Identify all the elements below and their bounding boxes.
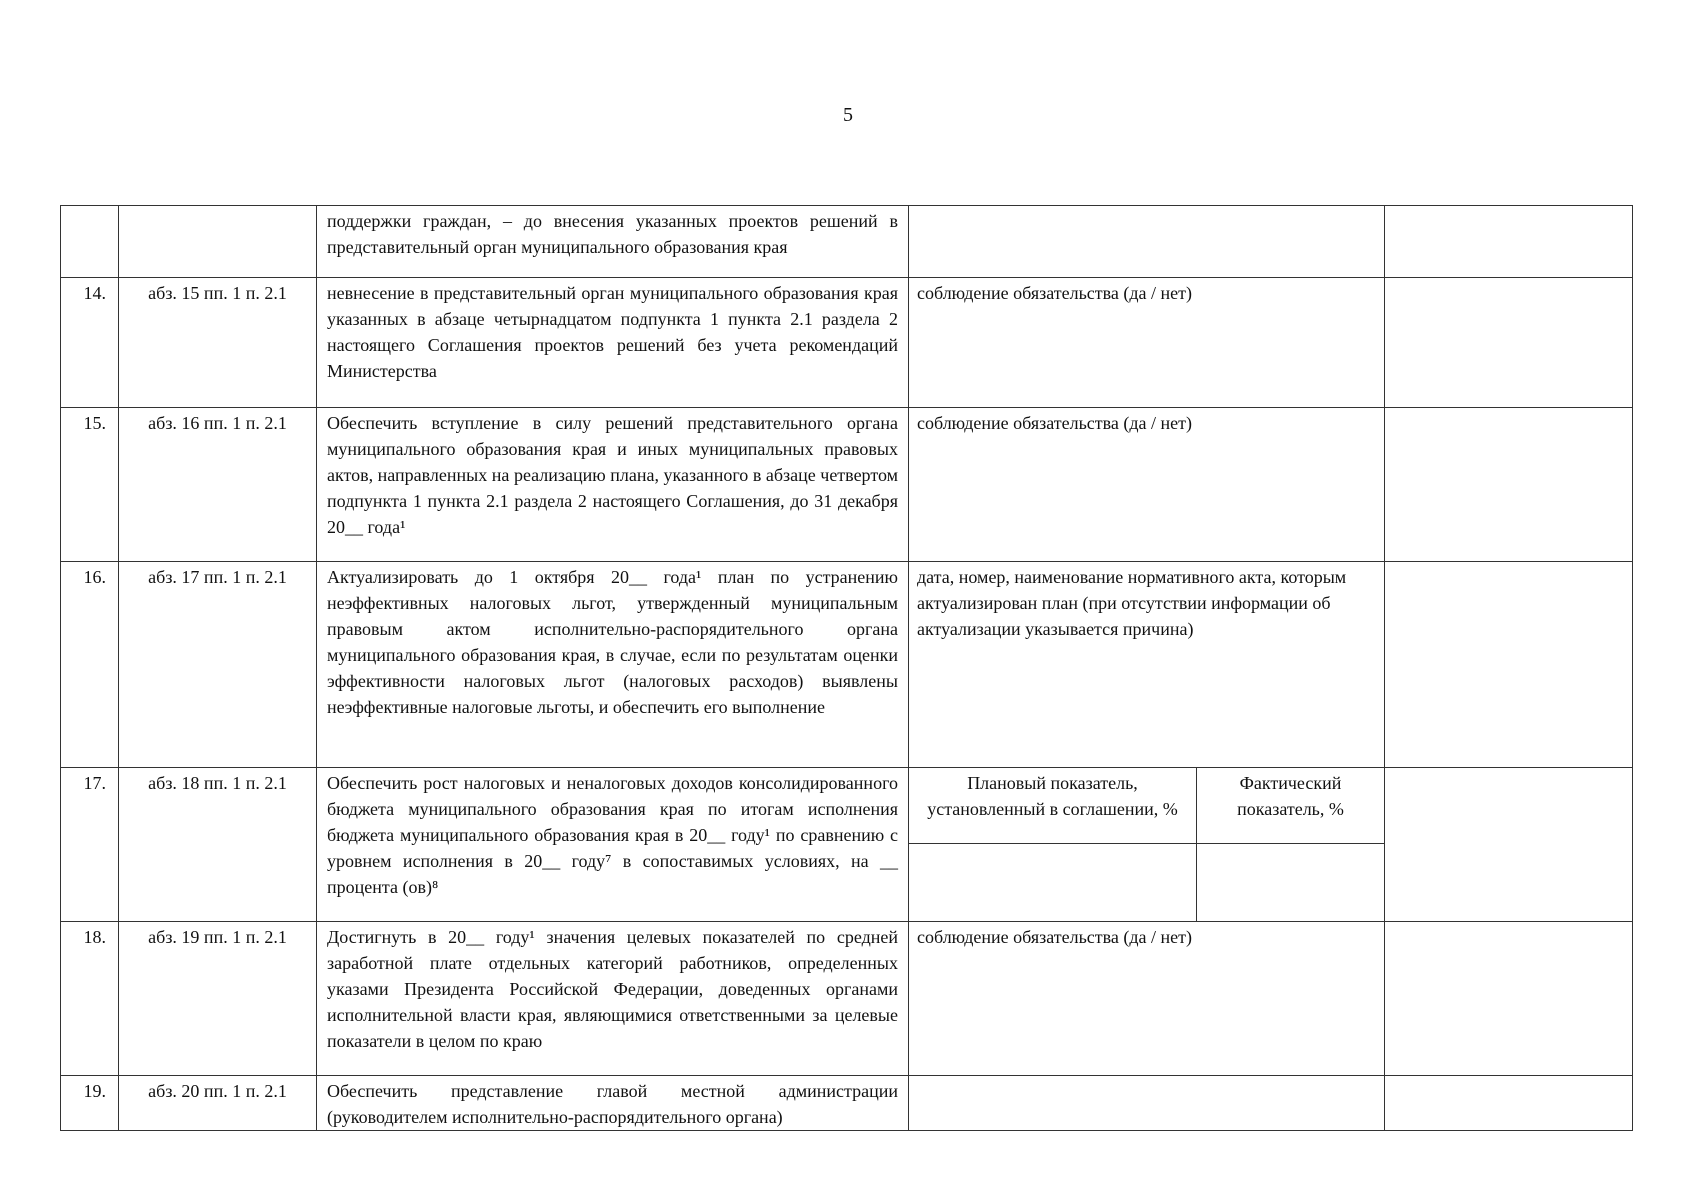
table-row	[61, 1076, 1633, 1131]
row-number: 17.	[61, 768, 119, 922]
row-extra-cell	[1385, 922, 1633, 1076]
row-reference: абз. 17 пп. 1 п. 2.1	[119, 562, 317, 768]
table-row	[61, 922, 1633, 1076]
table-row	[61, 206, 1633, 278]
actual-indicator-value	[1197, 844, 1385, 922]
row-report-format	[909, 206, 1385, 278]
table-row	[61, 562, 1633, 768]
row-extra-cell	[1385, 408, 1633, 562]
planned-indicator-header: Плановый показатель, установленный в соглашении, %	[909, 768, 1197, 844]
row-extra-cell	[1385, 278, 1633, 408]
row-report-format	[909, 1076, 1385, 1131]
table-row	[61, 408, 1633, 562]
row-obligation-text: Достигнуть в 20__ году¹ значения целевых показателей по средней заработной плате отдельных категорий работников, определенных указами Президента Российской Федерации, доведенных органами исполнительной власти края, являющимися ответственными за целевые показатели в целом по краю	[317, 922, 909, 1076]
row-number	[61, 206, 119, 278]
row-reference	[119, 206, 317, 278]
table-row	[61, 768, 1633, 844]
row-number: 14.	[61, 278, 119, 408]
row-report-format: соблюдение обязательства (да / нет)	[909, 408, 1385, 562]
row-obligation-text: поддержки граждан, – до внесения указанных проектов решений в представительный орган муниципального образования края	[317, 206, 909, 278]
row-extra-cell	[1385, 562, 1633, 768]
row-obligation-text: Обеспечить представление главой местной администрации (руководителем исполнительно-распорядительного органа)	[317, 1076, 909, 1131]
row-number: 18.	[61, 922, 119, 1076]
row-number: 19.	[61, 1076, 119, 1131]
row-obligation-text: Актуализировать до 1 октября 20__ года¹ план по устранению неэффективных налоговых льгот, утвержденный муниципальным правовым актом исполнительно-распорядительного органа муниципального образования края, в случае, если по результатам оценки эффективности налоговых льгот (налоговых расходов) выявлены неэффективные налоговые льготы, и обеспечить его выполнение	[317, 562, 909, 768]
page-number: 5	[843, 104, 853, 126]
row-extra-cell	[1385, 768, 1633, 922]
row-obligation-text: Обеспечить рост налоговых и неналоговых доходов консолидированного бюджета муниципального образования края по итогам исполнения бюджета муниципального образования края в 20__ году¹ по сравнению с уровнем исполнения в 20__ году⁷ в сопоставимых условиях, на __ процента (ов)⁸	[317, 768, 909, 922]
row-reference: абз. 18 пп. 1 п. 2.1	[119, 768, 317, 922]
row-number: 15.	[61, 408, 119, 562]
row-reference: абз. 16 пп. 1 п. 2.1	[119, 408, 317, 562]
row-report-format: дата, номер, наименование нормативного акта, которым актуализирован план (при отсутствии информации об актуализации указывается причина)	[909, 562, 1385, 768]
row-obligation-text: невнесение в представительный орган муниципального образования края указанных в абзаце четырнадцатом подпункта 1 пункта 2.1 раздела 2 настоящего Соглашения проектов решений без учета рекомендаций Министерства	[317, 278, 909, 408]
row-number: 16.	[61, 562, 119, 768]
table-row	[61, 278, 1633, 408]
row-report-format: соблюдение обязательства (да / нет)	[909, 922, 1385, 1076]
row-extra-cell	[1385, 206, 1633, 278]
row-reference: абз. 15 пп. 1 п. 2.1	[119, 278, 317, 408]
row-reference: абз. 19 пп. 1 п. 2.1	[119, 922, 317, 1076]
planned-indicator-value	[909, 844, 1197, 922]
row-report-format: соблюдение обязательства (да / нет)	[909, 278, 1385, 408]
obligations-table	[60, 205, 1633, 1131]
row-extra-cell	[1385, 1076, 1633, 1131]
row-obligation-text: Обеспечить вступление в силу решений представительного органа муниципального образования края и иных муниципальных правовых актов, направленных на реализацию плана, указанного в абзаце четвертом подпункта 1 пункта 2.1 раздела 2 настоящего Соглашения, до 31 декабря 20__ года¹	[317, 408, 909, 562]
actual-indicator-header: Фактический показатель, %	[1197, 768, 1385, 844]
row-reference: абз. 20 пп. 1 п. 2.1	[119, 1076, 317, 1131]
